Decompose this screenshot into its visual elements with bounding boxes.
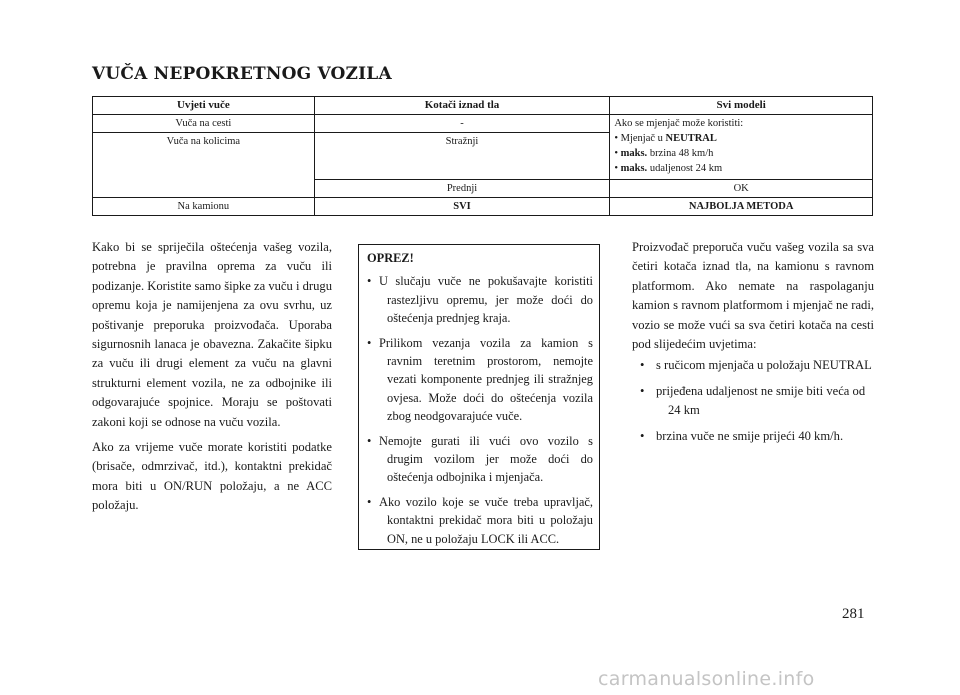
note-line: • maks. udaljenost 24 km [614,163,723,174]
table-cell: - [314,115,610,133]
paragraph: Proizvođač preporuča vuču vašeg vozila sa sva četiri kotača iznad tla, na kamionu s ravnom platformom. Ako nemate na raspolaganju kamion s ravnom platformom i mjenjač ne radi, vozio se može vući sa sva četiri kotača na cesti pod slijedećim uvjetima: [632,240,874,352]
note-intro: Ako se mjenjač može koristiti: [614,118,744,129]
table-row [93,198,873,216]
warning-box [358,244,600,550]
list-item: • Prilikom vezanja vozila za kamion s ravnim teretnim prostorom, nemojte vezati komponente prednjeg ili stražnjeg ovjesa. Može doći do oštećenja vozila zbog neodgovarajuće vuče. [367,334,593,426]
table-cell: Vuča na cesti [93,115,315,133]
table-header: Svi modeli [610,97,873,115]
towing-conditions-table [92,96,873,216]
page-title: VUČA NEPOKRETNOG VOZILA [92,64,392,84]
list-item: • Nemojte gurati ili vući ovo vozilo s drugim vozilom jer može doći do oštećenja odbojnika i mjenjača. [367,432,593,487]
note-line: • maks. brzina 48 km/h [614,148,714,159]
table-cell: NAJBOLJA METODA [610,198,873,216]
table-cell: Prednji [314,180,610,198]
list-item: • U slučaju vuče ne pokušavajte koristiti rastezljivu opremu, jer može doći do oštećenja prednjeg kraja. [367,272,593,327]
paragraph: Ako za vrijeme vuče morate koristiti podatke (brisače, odmrzivač, itd.), kontaktni prekidač mora biti u ON/RUN položaju, a ne ACC položaju. [92,440,332,513]
note-line: • Mjenjač u NEUTRAL [614,133,717,144]
list-item: • s ručicom mjenjača u položaju NEUTRAL [632,356,874,375]
text-column-right [632,238,874,452]
text-column-left [92,238,332,522]
table-header-row [93,97,873,115]
table-cell: OK [610,180,873,198]
table-cell: Vuča na kolicima [93,133,315,198]
table-header: Uvjeti vuče [93,97,315,115]
paragraph: Kako bi se spriječila oštećenja vašeg vozila, potrebna je pravilna oprema za vuču ili podizanje. Koristite samo šipke za vuču i drugu opremu koja je namijenjena za ovu svrhu, uz poštivanje preporuka proizvođača. Uporaba sigurnosnih lanaca je obavezna. Zakačite šipku za vuču ili drugi element za vuču na glavni strukturni element vozila, ne za odbojnike ili odgovarajuće spojnice. Moraju se poštovati zakoni koji se odnose na vuču vozila. [92,240,332,429]
table-cell: Stražnji [314,133,610,180]
list-item: • Ako vozilo koje se vuče treba upravljač, kontaktni prekidač mora biti u položaju ON, ne u položaju LOCK ili ACC. [367,493,593,548]
table-cell-note [610,115,873,180]
warning-heading: OPREZ! [367,251,414,265]
conditions-list [632,356,874,446]
watermark: carmanualsonline.info [598,668,815,690]
page-number: 281 [842,606,865,622]
table-cell: Na kamionu [93,198,315,216]
table-row [93,115,873,133]
list-item: • prijeđena udaljenost ne smije biti veća od 24 km [632,382,874,421]
list-item: • brzina vuče ne smije prijeći 40 km/h. [632,427,874,446]
table-header: Kotači iznad tla [314,97,610,115]
warning-list [367,272,593,548]
table-cell: SVI [314,198,610,216]
